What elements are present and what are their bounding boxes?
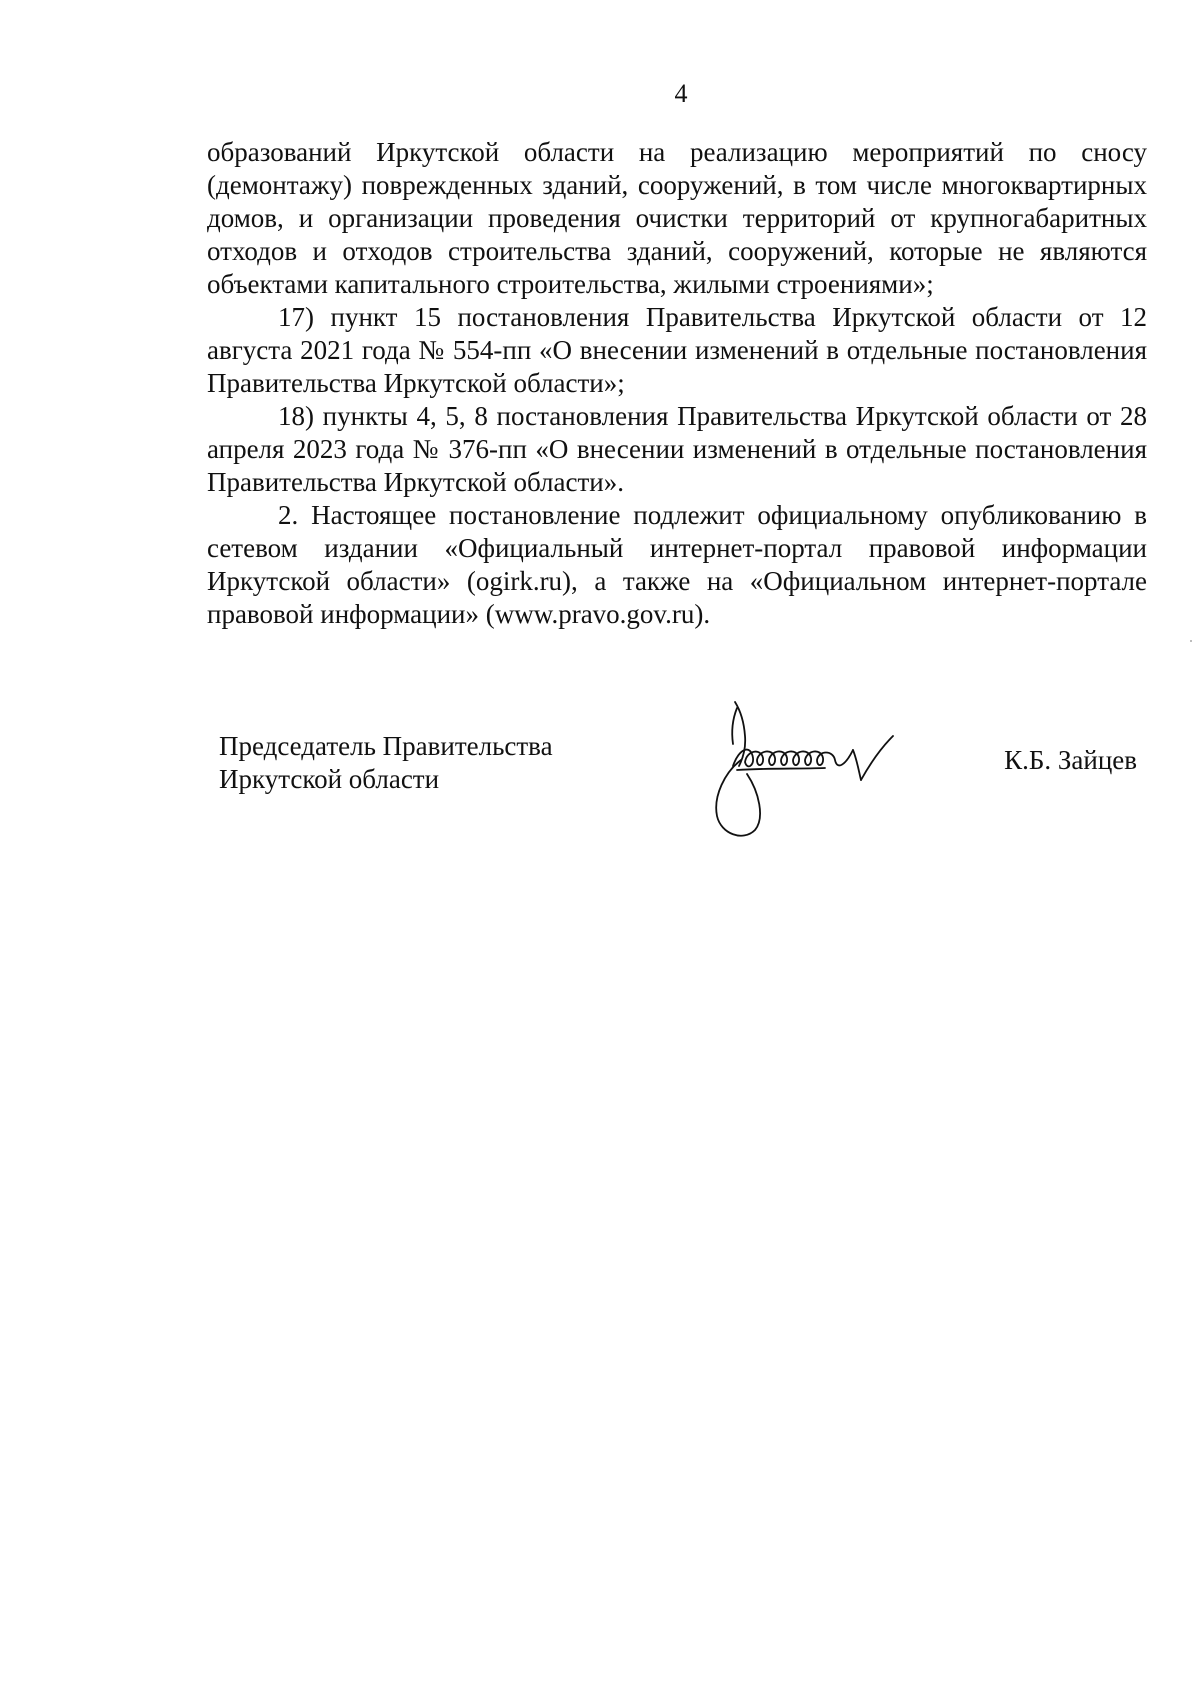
paragraph-continuation: образований Иркутской области на реализацию мероприятий по сносу (демонтажу) поврежденных зданий, сооружений, в том числе многоквартирных домов, и организации проведения очистки территорий от крупногабаритных отходов и отходов строительства зданий, сооружений, которые не являются объектами капитального строительства, жилыми строениями»; [207,137,1147,299]
paragraph-item-17: 17) пункт 15 постановления Правительства Иркутской области от 12 августа 2021 года № 554-пп «О внесении изменений в отдельные постановления Правительства Иркутской области»; [207,302,1147,398]
page-number: 4 [674,79,688,108]
document-body [207,136,1147,631]
signer-position-line-1: Председатель Правительства [219,731,553,761]
signer-name: К.Б. Зайцев [1004,745,1137,775]
signature-block [207,700,1147,840]
signer-position-line-2: Иркутской области [219,764,440,794]
handwritten-signature-icon [707,700,937,845]
signer-position [219,730,553,796]
paragraph-publication: 2. Настоящее постановление подлежит официальному опубликованию в сетевом издании «Официальный интернет-портал правовой информации Иркутской области» (ogirk.ru), а также на «Официальном интернет-портале правовой информации» (www.pravo.gov.ru). [207,500,1147,629]
scan-artifact [1190,640,1192,642]
paragraph-item-18: 18) пункты 4, 5, 8 постановления Правительства Иркутской области от 28 апреля 2023 года № 376-пп «О внесении изменений в отдельные постановления Правительства Иркутской области». [207,401,1147,497]
